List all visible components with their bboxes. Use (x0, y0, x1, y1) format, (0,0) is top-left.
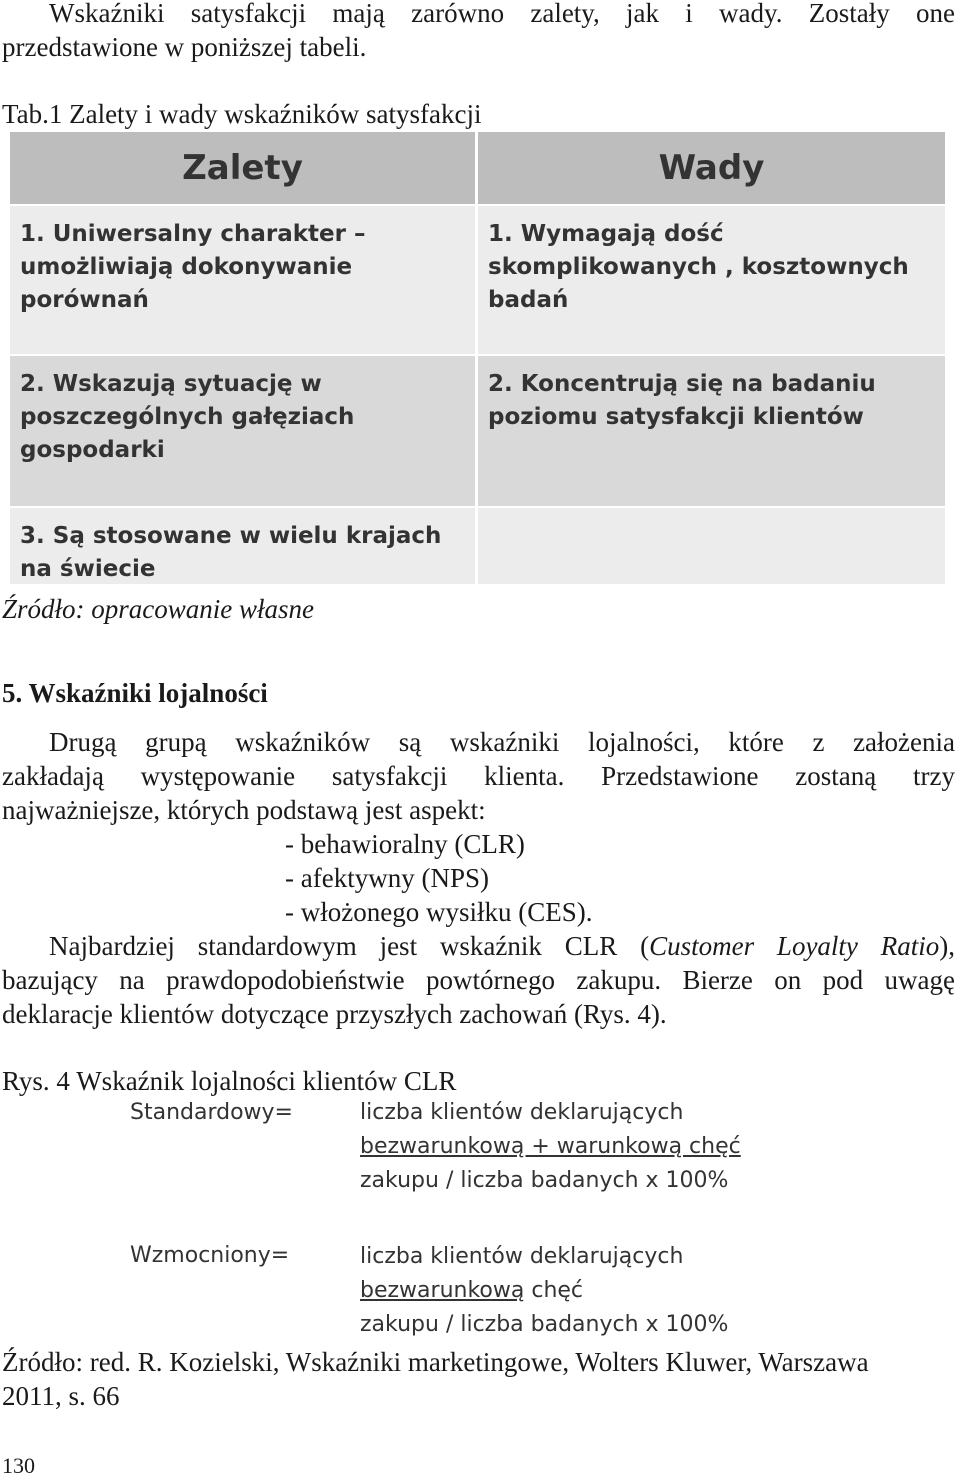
intro-line-2: przedstawione w poniższej tabeli. (2, 32, 367, 62)
bullet-afektywny: - afektywny (NPS) (285, 863, 489, 893)
con-cell-1: 1. Wymagają dość skomplikowanych , kosztownych badań (478, 206, 945, 354)
formula-enhanced-line-1: liczba klientów deklarujących (360, 1244, 684, 1269)
para1-line-3: najważniejsze, których podstawą jest aspekt: (2, 795, 486, 825)
para1-line-2: zakładają występowanie satysfakcji klienta. Przedstawione zostaną trzy (2, 761, 955, 791)
con-cell-2: 2. Koncentrują się na badaniu poziomu satysfakcji klientów (478, 356, 945, 506)
figure-source-line-2: 2011, s. 66 (2, 1381, 120, 1411)
formula-standard-line-3: zakupu / liczba badanych x 100% (360, 1168, 729, 1193)
section-heading: 5. Wskaźniki lojalności (2, 678, 268, 708)
para2-line-2: bazujący na prawdopodobieństwie powtórnego zakupu. Bierze on pod uwagę (2, 965, 955, 995)
con-cell-3-empty (478, 508, 945, 584)
table-source: Źródło: opracowanie własne (2, 594, 315, 624)
bullet-wysilek: - włożonego wysiłku (CES). (285, 897, 593, 927)
formula-standard-line-2: bezwarunkową + warunkową chęć (360, 1134, 741, 1159)
header-wady: Wady (478, 132, 945, 204)
bullet-behawioralny: - behawioralny (CLR) (285, 829, 525, 859)
pro-cell-2: 2. Wskazują sytuację w poszczególnych gałęziach gospodarki (10, 356, 475, 506)
formula-enhanced-label: Wzmocniony= (130, 1243, 290, 1268)
pro-cell-1: 1. Uniwersalny charakter – umożliwiają dokonywanie porównań (10, 206, 475, 354)
pros-cons-table (10, 132, 945, 584)
header-zalety: Zalety (10, 132, 475, 204)
page-number: 130 (2, 1453, 35, 1478)
para2-line-3: deklaracje klientów dotyczące przyszłych zachowań (Rys. 4). (2, 999, 667, 1029)
formula-standard-line-1: liczba klientów deklarujących (360, 1100, 684, 1125)
formula-enhanced-line-2: bezwarunkową chęć (360, 1278, 584, 1303)
formula-standard-label: Standardowy= (130, 1100, 293, 1125)
figure-caption: Rys. 4 Wskaźnik lojalności klientów CLR (2, 1066, 457, 1096)
para2-line-1: Najbardziej standardowym jest wskaźnik CLR (Customer Loyalty Ratio), (49, 931, 955, 961)
pro-cell-3: 3. Są stosowane w wielu krajach na świecie (10, 508, 475, 584)
formula-enhanced-line-3: zakupu / liczba badanych x 100% (360, 1312, 729, 1337)
intro-line-1: Wskaźniki satysfakcji mają zarówno zalety, jak i wady. Zostały one (49, 0, 955, 28)
table-caption: Tab.1 Zalety i wady wskaźników satysfakcji (2, 99, 482, 129)
para1-line-1: Drugą grupą wskaźników są wskaźniki lojalności, które z założenia (49, 727, 955, 757)
figure-source-line-1: Źródło: red. R. Kozielski, Wskaźniki marketingowe, Wolters Kluwer, Warszawa (2, 1347, 869, 1377)
